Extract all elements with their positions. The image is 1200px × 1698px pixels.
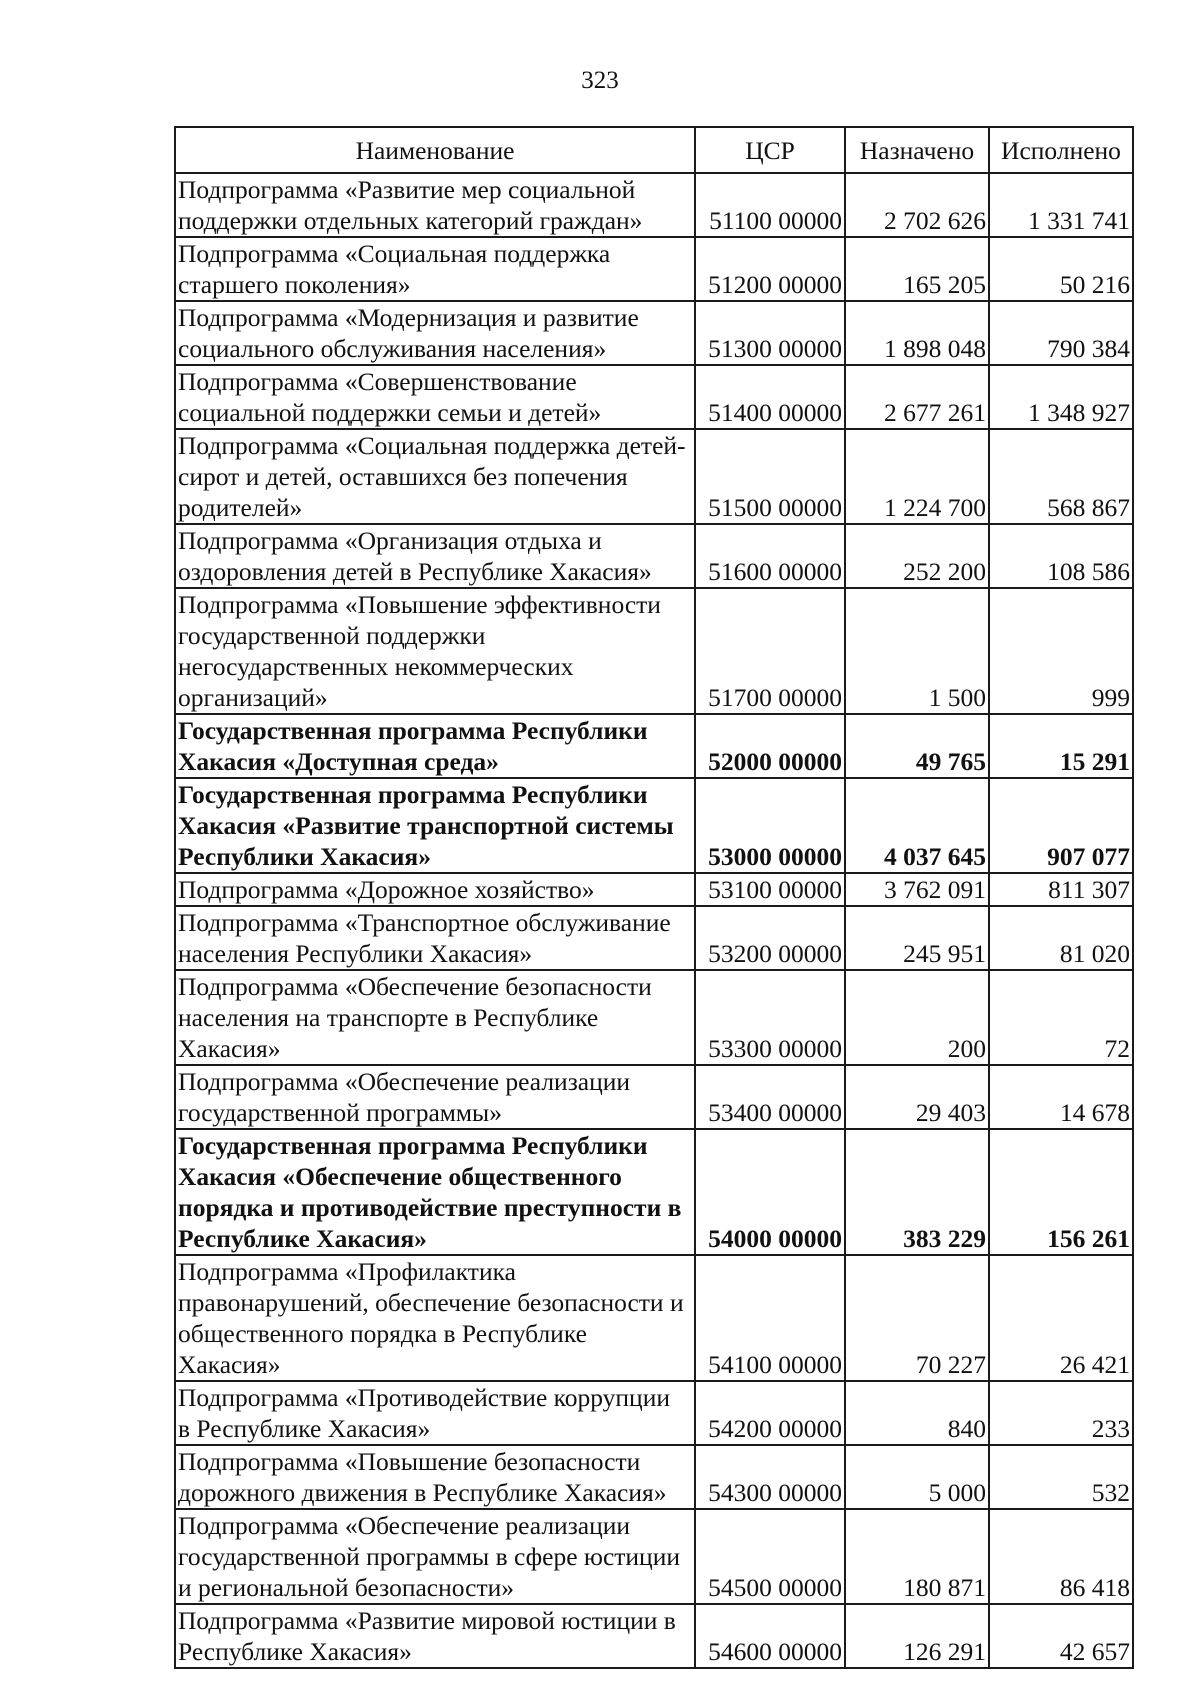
row-executed-cell: 568 867 [989,429,1133,524]
row-name-cell: Подпрограмма «Повышение безопасности дорожного движения в Республике Хакасия» [175,1445,695,1509]
row-assigned-cell: 840 [845,1381,989,1445]
row-assigned-cell: 29 403 [845,1065,989,1129]
table-row [175,1381,1133,1445]
row-name-cell: Подпрограмма «Обеспечение безопасности населения на транспорте в Республике Хакасия» [175,970,695,1065]
row-name-cell: Государственная программа Республики Хакасия «Развитие транспортной системы Республики Хакасия» [175,778,695,873]
row-csr-cell: 53200 00000 [695,906,845,970]
row-executed-cell: 81 020 [989,906,1133,970]
table-row [175,173,1133,237]
table-header-row [175,127,1133,173]
table-row [175,1255,1133,1381]
row-csr-cell: 52000 00000 [695,714,845,778]
row-executed-cell: 790 384 [989,301,1133,365]
header-executed: Исполнено [989,127,1133,173]
header-name: Наименование [175,127,695,173]
row-name-cell: Подпрограмма «Транспортное обслуживание населения Республики Хакасия» [175,906,695,970]
row-name-cell: Государственная программа Республики Хакасия «Обеспечение общественного порядка и противодействие преступности в Республике Хакасия» [175,1129,695,1255]
row-executed-cell: 14 678 [989,1065,1133,1129]
row-assigned-cell: 2 677 261 [845,365,989,429]
row-executed-cell: 1 331 741 [989,173,1133,237]
table-row [175,301,1133,365]
row-name-cell: Подпрограмма «Дорожное хозяйство» [175,873,695,906]
row-assigned-cell: 165 205 [845,237,989,301]
row-name-cell: Подпрограмма «Социальная поддержка старшего поколения» [175,237,695,301]
row-name-cell: Подпрограмма «Обеспечение реализации государственной программы» [175,1065,695,1129]
header-assigned: Назначено [845,127,989,173]
row-executed-cell: 532 [989,1445,1133,1509]
row-csr-cell: 53300 00000 [695,970,845,1065]
row-executed-cell: 907 077 [989,778,1133,873]
row-assigned-cell: 252 200 [845,524,989,588]
row-executed-cell: 26 421 [989,1255,1133,1381]
table-row [175,1509,1133,1604]
page-number: 323 [581,67,619,94]
row-csr-cell: 51600 00000 [695,524,845,588]
table-row [175,1065,1133,1129]
row-csr-cell: 51200 00000 [695,237,845,301]
row-assigned-cell: 245 951 [845,906,989,970]
row-assigned-cell: 383 229 [845,1129,989,1255]
row-name-cell: Подпрограмма «Развитие мировой юстиции в Республике Хакасия» [175,1604,695,1668]
table-row [175,970,1133,1065]
table-row [175,1445,1133,1509]
row-assigned-cell: 126 291 [845,1604,989,1668]
table-body [175,173,1133,1668]
budget-table [174,126,1134,1669]
row-csr-cell: 54500 00000 [695,1509,845,1604]
table-row [175,429,1133,524]
row-name-cell: Подпрограмма «Повышение эффективности государственной поддержки негосударственных некоммерческих организаций» [175,588,695,714]
row-assigned-cell: 180 871 [845,1509,989,1604]
row-executed-cell: 72 [989,970,1133,1065]
row-csr-cell: 53000 00000 [695,778,845,873]
row-name-cell: Подпрограмма «Профилактика правонарушений, обеспечение безопасности и общественного порядка в Республике Хакасия» [175,1255,695,1381]
row-csr-cell: 53100 00000 [695,873,845,906]
row-csr-cell: 51100 00000 [695,173,845,237]
table-row [175,873,1133,906]
row-name-cell: Подпрограмма «Модернизация и развитие социального обслуживания населения» [175,301,695,365]
row-assigned-cell: 5 000 [845,1445,989,1509]
row-executed-cell: 233 [989,1381,1133,1445]
row-executed-cell: 42 657 [989,1604,1133,1668]
table-row [175,714,1133,778]
row-executed-cell: 86 418 [989,1509,1133,1604]
table-row [175,237,1133,301]
row-assigned-cell: 3 762 091 [845,873,989,906]
row-name-cell: Подпрограмма «Совершенствование социальной поддержки семьи и детей» [175,365,695,429]
row-executed-cell: 811 307 [989,873,1133,906]
row-name-cell: Подпрограмма «Противодействие коррупции в Республике Хакасия» [175,1381,695,1445]
row-csr-cell: 54000 00000 [695,1129,845,1255]
row-csr-cell: 54300 00000 [695,1445,845,1509]
row-assigned-cell: 1 224 700 [845,429,989,524]
table-row [175,524,1133,588]
row-executed-cell: 50 216 [989,237,1133,301]
row-csr-cell: 51500 00000 [695,429,845,524]
row-csr-cell: 54100 00000 [695,1255,845,1381]
table-row [175,365,1133,429]
row-csr-cell: 51300 00000 [695,301,845,365]
row-assigned-cell: 4 037 645 [845,778,989,873]
table-row [175,1604,1133,1668]
row-csr-cell: 51400 00000 [695,365,845,429]
table-row [175,906,1133,970]
table-row [175,778,1133,873]
row-assigned-cell: 70 227 [845,1255,989,1381]
row-executed-cell: 999 [989,588,1133,714]
row-executed-cell: 1 348 927 [989,365,1133,429]
row-assigned-cell: 2 702 626 [845,173,989,237]
row-assigned-cell: 1 898 048 [845,301,989,365]
row-executed-cell: 108 586 [989,524,1133,588]
row-executed-cell: 15 291 [989,714,1133,778]
header-csr: ЦСР [695,127,845,173]
row-name-cell: Подпрограмма «Организация отдыха и оздоровления детей в Республике Хакасия» [175,524,695,588]
row-name-cell: Подпрограмма «Развитие мер социальной поддержки отдельных категорий граждан» [175,173,695,237]
row-name-cell: Подпрограмма «Обеспечение реализации государственной программы в сфере юстиции и региональной безопасности» [175,1509,695,1604]
row-csr-cell: 53400 00000 [695,1065,845,1129]
row-csr-cell: 51700 00000 [695,588,845,714]
row-executed-cell: 156 261 [989,1129,1133,1255]
row-assigned-cell: 200 [845,970,989,1065]
row-csr-cell: 54200 00000 [695,1381,845,1445]
row-assigned-cell: 49 765 [845,714,989,778]
row-csr-cell: 54600 00000 [695,1604,845,1668]
table-row [175,588,1133,714]
table-row [175,1129,1133,1255]
row-name-cell: Государственная программа Республики Хакасия «Доступная среда» [175,714,695,778]
row-name-cell: Подпрограмма «Социальная поддержка детей-сирот и детей, оставшихся без попечения родителей» [175,429,695,524]
row-assigned-cell: 1 500 [845,588,989,714]
